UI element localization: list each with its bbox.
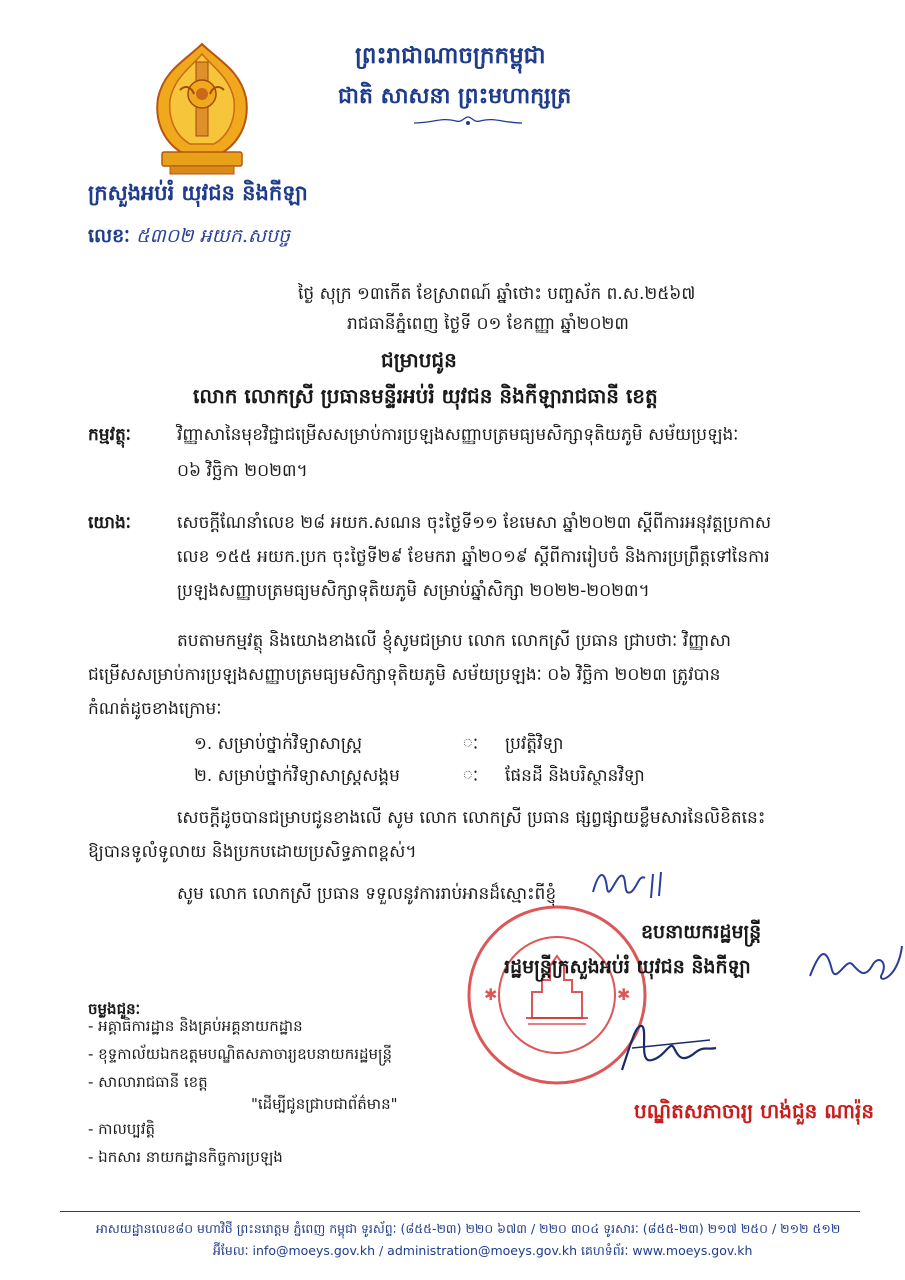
signer-role: រដ្ឋមន្ត្រីក្រសួងអប់រំ យុវជន និងកីឡា — [504, 956, 751, 978]
handwritten-signature — [612, 1020, 722, 1080]
body-paragraph-line: កំណត់ដូចខាងក្រោមៈ — [88, 699, 222, 719]
ministry-name: ក្រសួងអប់រំ យុវជន និងកីឡា — [88, 181, 308, 205]
signer-name: បណ្ឌិតសភាចារ្យ ហង់ជួន ណារ៉ុន — [634, 1099, 875, 1123]
body-paragraph-line: តបតាមកម្មវត្ថុ និងយោងខាងលើ ខ្ញុំសូមជម្រាប លោក លោកស្រី ប្រធាន ជ្រាបថាៈ វិញ្ញាសា — [177, 631, 731, 651]
cc-item: - ខុទ្ទកាល័យឯកឧត្តមបណ្ឌិតសភាចារ្យឧបនាយករដ្ឋមន្ត្រី — [88, 1045, 393, 1063]
list-item-value: ផែនដី និងបរិស្ថានវិទ្យា — [505, 766, 645, 786]
ornament-divider — [412, 114, 524, 128]
footer-divider — [60, 1211, 860, 1212]
signer-title: ឧបនាយករដ្ឋមន្ត្រី — [641, 921, 762, 943]
body-paragraph-line: ជម្រើសសម្រាប់ការប្រឡងសញ្ញាបត្រមធ្យមសិក្សាទុតិយភូមិ សម័យប្រឡងៈ ០៦ វិច្ឆិកា ២០២៣ ត្រូវបាន — [88, 665, 721, 685]
letter-heading: ជម្រាបជូន — [381, 348, 457, 372]
subject-line: ០៦ វិច្ឆិកា ២០២៣។ — [177, 461, 308, 481]
svg-text:✱: ✱ — [617, 985, 631, 1004]
solar-date: រាជធានីភ្នំពេញ ថ្ងៃទី ០១ ខែកញ្ញា ឆ្នាំ២០២៣ — [347, 314, 629, 334]
cc-item: - ឯកសារ នាយកដ្ឋានកិច្ចការប្រឡង — [88, 1148, 283, 1166]
list-item-label: ២. សម្រាប់ថ្នាក់វិទ្យាសាស្ត្រសង្គម — [194, 766, 400, 786]
cc-heading: ចម្លងជូនៈ — [88, 1000, 141, 1018]
body-paragraph-line: សេចក្ដីដូចបានជម្រាបជូនខាងលើ សូម លោក លោកស្រី ប្រធាន ផ្សព្វផ្សាយខ្លឹមសារនៃលិខិតនេះ — [177, 808, 766, 828]
reference-section-label: យោងៈ — [88, 513, 131, 533]
reference-line: សេចក្ដីណែនាំលេខ ២៨ អយក.សណន ចុះថ្ងៃទី១១ ខែមេសា ឆ្នាំ២០២៣ ស្ដីពីការអនុវត្តប្រកាស — [177, 513, 772, 533]
footer-contact: អ៊ីមែលៈ info@moeys.gov.kh / administration@moeys.gov.kh គេហទំព័រៈ www.moeys.gov.kh — [213, 1243, 753, 1258]
subject-line: វិញ្ញាសានៃមុខវិជ្ជាជម្រើសសម្រាប់ការប្រឡងសញ្ញាបត្រមធ្យមសិក្សាទុតិយភូមិ សម័យប្រឡងៈ — [177, 425, 739, 445]
cc-note: "ដើម្បីជូនជ្រាបជាព័ត៌មាន" — [251, 1095, 398, 1113]
cc-item: - អគ្គាធិការដ្ឋាន និងគ្រប់អគ្គនាយកដ្ឋាន — [88, 1017, 303, 1035]
reference-label: លេខៈ — [88, 225, 130, 247]
body-paragraph-line: ឱ្យបានទូលំទូលាយ និងប្រកបដោយប្រសិទ្ធភាពខ្ពស់។ — [88, 842, 417, 862]
ministry-emblem-logo — [150, 40, 254, 180]
handwritten-signature — [806, 940, 905, 990]
reference-line: លេខ ១៥៥ អយក.ប្រក ចុះថ្ងៃទី២៩ ខែមករា ឆ្នាំ២០១៩ ស្ដីពីការរៀបចំ និងការប្រព្រឹត្តទៅនៃការ — [177, 547, 770, 567]
closing-line: សូម លោក លោកស្រី ប្រធាន ទទួលនូវការរាប់អានដ៏ស្មោះពីខ្ញុំ — [177, 884, 557, 904]
list-item-value: ប្រវត្តិវិទ្យា — [505, 734, 564, 754]
reference-value: ៥៣០២ — [136, 225, 194, 247]
handwritten-initial — [587, 862, 667, 908]
reference-line: ប្រឡងសញ្ញាបត្រមធ្យមសិក្សាទុតិយភូមិ សម្រាប់ឆ្នាំសិក្សា ២០២២-២០២៣។ — [177, 581, 650, 601]
svg-text:✱: ✱ — [484, 985, 498, 1004]
list-item-label: ១. សម្រាប់ថ្នាក់វិទ្យាសាស្ត្រ — [194, 734, 363, 754]
list-item-colon: ៈ — [463, 734, 479, 754]
cc-item: - កាលប្បវត្តិ — [88, 1120, 156, 1138]
footer-address: អាសយដ្ឋានលេខ៨០ មហាវិថី ព្រះនរោត្តម ភ្នំពេញ កម្ពុជា ទូរស័ព្ទៈ (៨៥៥-២៣) ២២០ ៦៧៣ / ២២០ ៣០៤ ទូរសារៈ (៨៥៥-២៣) ២១៧ ២៥០ / ២១២ ៥១២ — [96, 1221, 841, 1236]
reference-number — [88, 224, 290, 252]
national-motto: ជាតិ សាសនា ព្រះមហាក្សត្រ — [338, 84, 572, 109]
subject-label: កម្មវត្ថុៈ — [88, 425, 131, 445]
cc-item: - សាលារាជធានី ខេត្ត — [88, 1073, 208, 1091]
list-item-colon: ៈ — [463, 766, 479, 786]
reference-suffix: អយក.សបច្ច — [199, 225, 291, 247]
recipient: លោក លោកស្រី ប្រធានមន្ទីរអប់រំ យុវជន និងកីឡារាជធានី ខេត្ត — [193, 384, 658, 408]
kingdom-title: ព្រះរាជាណាចក្រកម្ពុជា — [355, 43, 546, 69]
lunar-date: ថ្ងៃ សុក្រ ១៣កើត ខែស្រាពណ៍ ឆ្នាំថោះ បញ្ចស័ក ព.ស.២៥៦៧ — [298, 284, 696, 304]
